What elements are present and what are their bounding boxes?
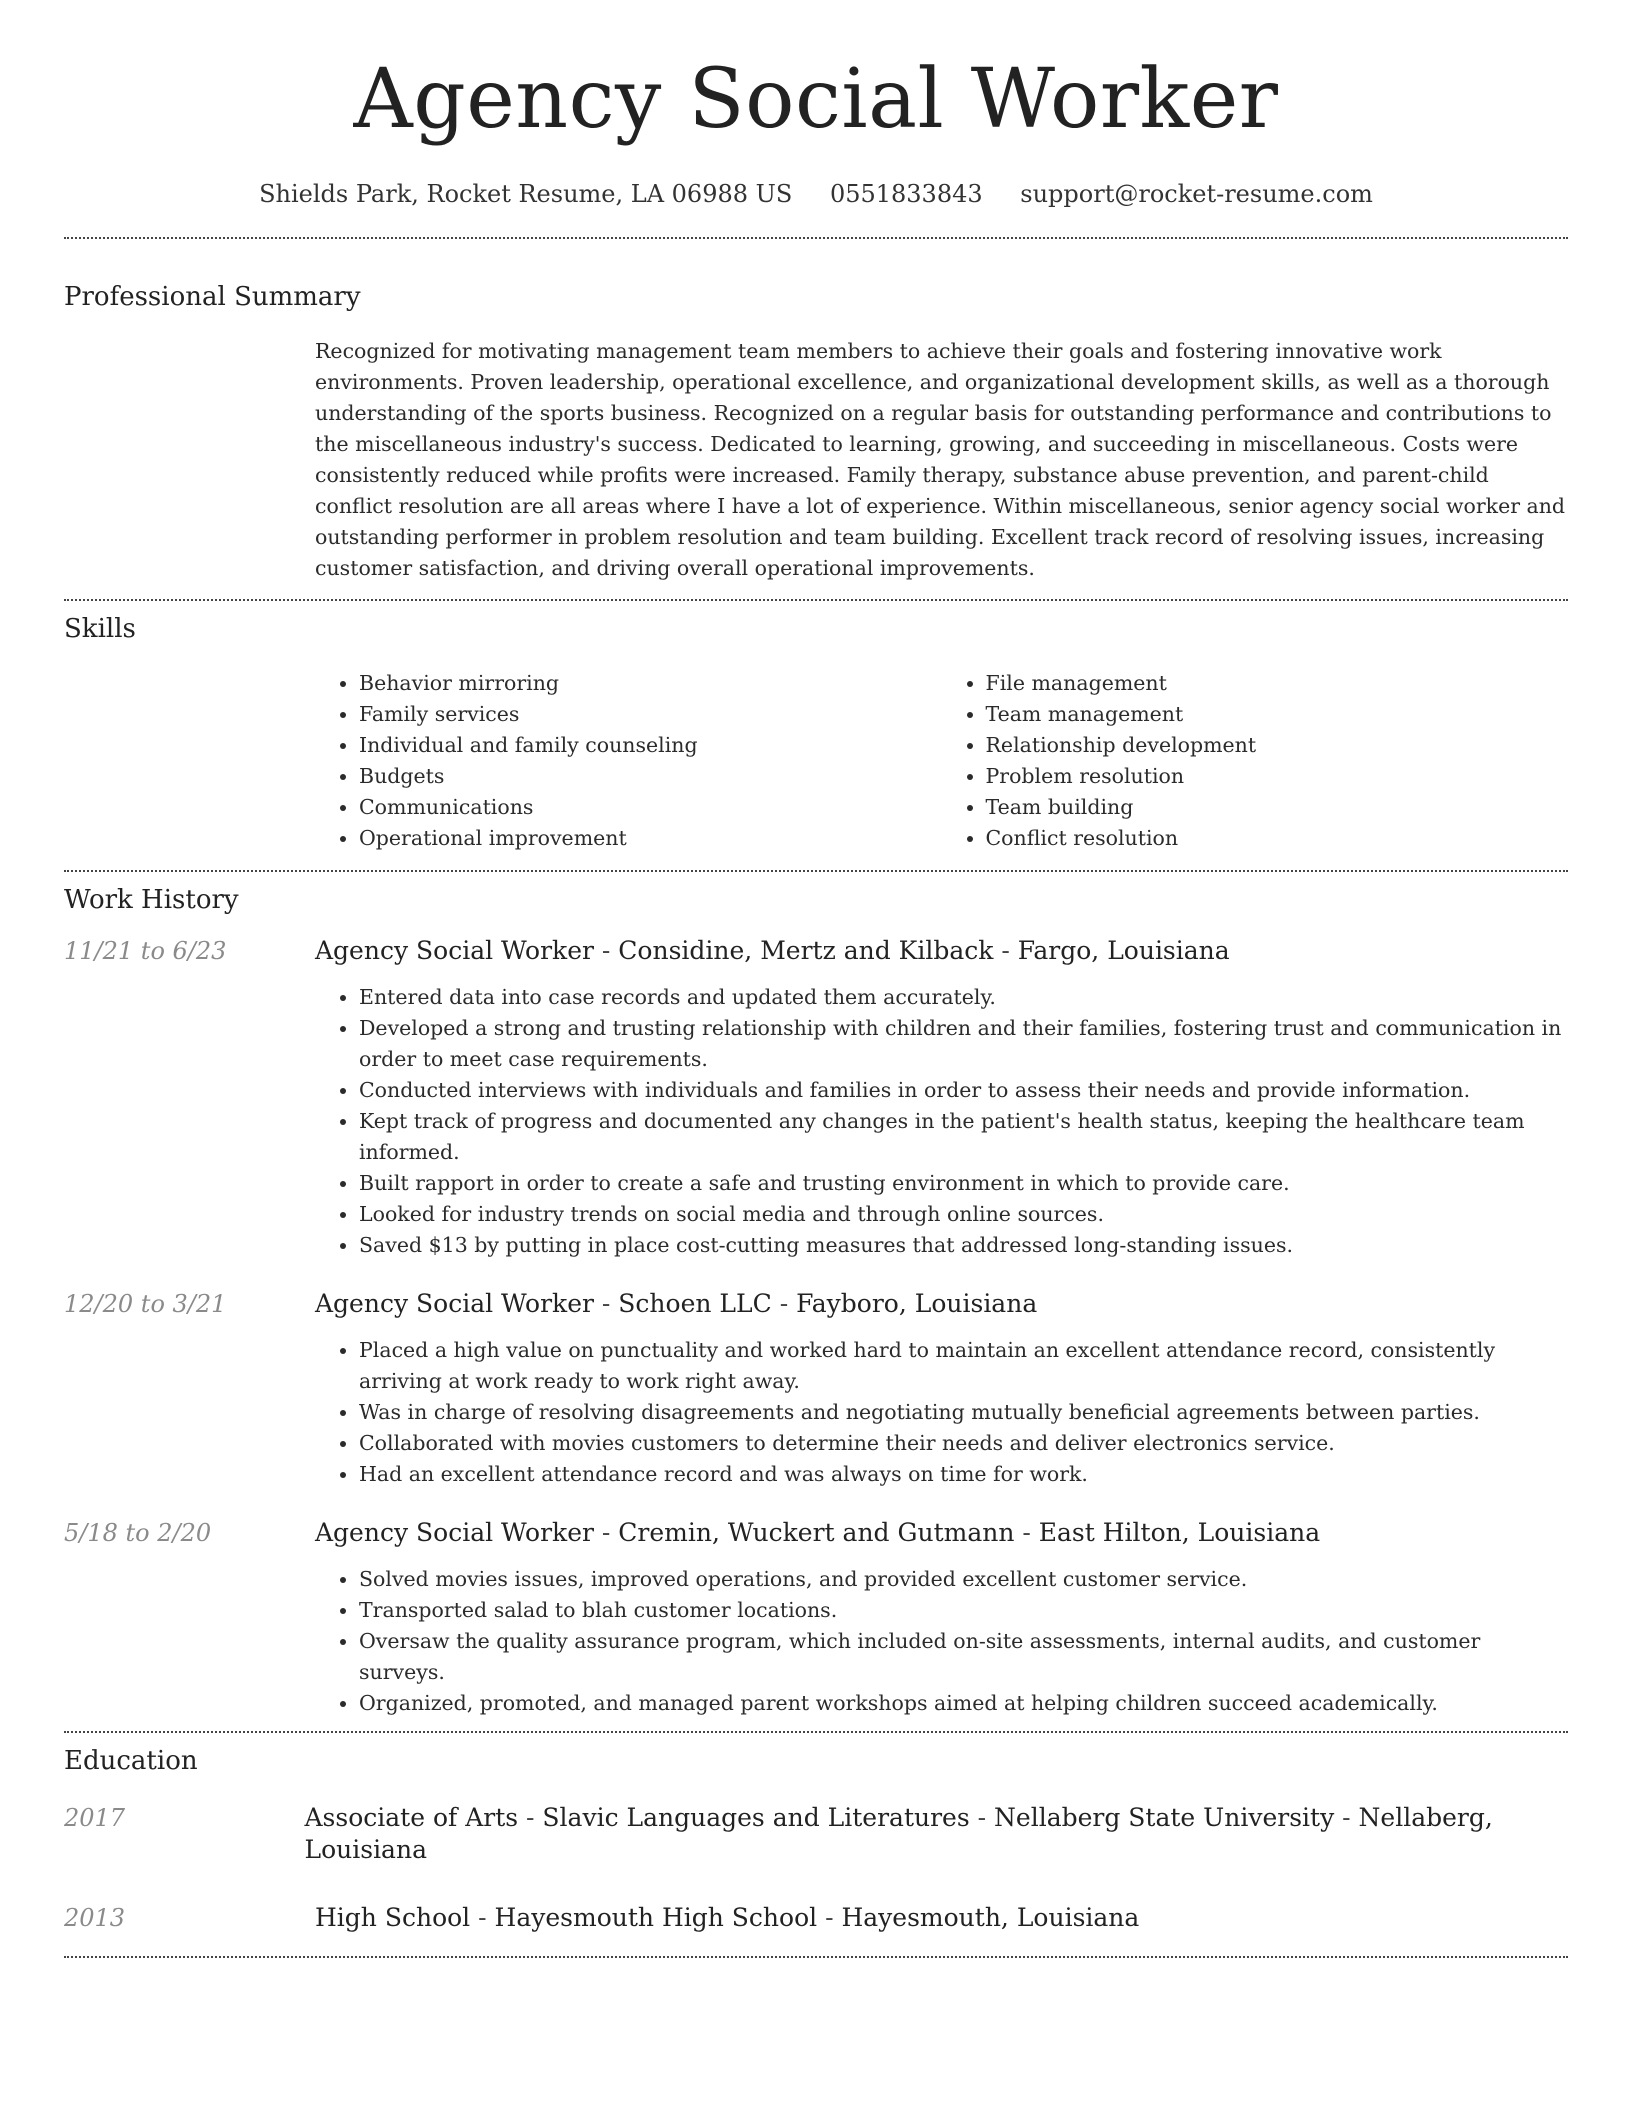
education-school: Nellaberg State University [994,1803,1335,1832]
job-entry [64,1517,1568,1719]
phone: 0551833843 [829,180,983,208]
education-list [64,1802,1568,1934]
skill-item: • Behavior mirroring [359,668,942,699]
skills-section [64,613,1568,854]
education-location: Nellaberg, Louisiana [304,1803,1493,1864]
section-title: Skills [64,614,136,644]
skill-item: • Conflict resolution [986,823,1569,854]
job-bullet: • Was in charge of resolving disagreements and negotiating mutually beneficial agreements between parties. [359,1397,1568,1428]
resume-page [64,0,1568,1958]
skill-item: • Operational improvement [359,823,942,854]
skills-list-left [315,668,942,854]
education-entry [64,1802,1568,1866]
divider [64,237,1568,239]
job-bullet: • Built rapport in order to create a safe and trusting environment in which to provide care. [359,1168,1568,1199]
education-section [64,1745,1568,1934]
skills-list-right [942,668,1569,854]
job-dates: 11/21 to 6/23 [64,937,227,965]
separator: - [993,936,1018,965]
education-entry [64,1902,1568,1934]
education-year: 2013 [64,1904,126,1932]
section-title: Professional Summary [64,282,361,312]
job-role: Agency Social Worker [315,936,594,965]
separator: - [593,936,619,965]
divider [64,870,1568,872]
job-header [64,1517,1568,1549]
job-location: Fayboro, Louisiana [796,1289,1038,1318]
section-title: Work History [64,885,239,915]
job-bullet: • Transported salad to blah customer locations. [359,1595,1568,1626]
skill-item: • Relationship development [986,730,1569,761]
job-role: Agency Social Worker [315,1518,594,1547]
separator: - [817,1903,842,1932]
summary-section [64,281,1568,584]
job-header [64,1288,1568,1320]
separator: - [1014,1518,1039,1547]
job-bullet-list [315,1564,1568,1719]
job-entry [64,1288,1568,1490]
separator: - [969,1803,995,1832]
job-bullet: • Had an excellent attendance record and was always on time for work. [359,1459,1568,1490]
job-bullet: • Oversaw the quality assurance program, which included on-site assessments, internal audits, and customer surveys. [359,1626,1568,1688]
skill-item: • Problem resolution [986,761,1569,792]
education-field: Slavic Languages and Literatures [542,1803,970,1832]
job-bullet-list [315,982,1568,1261]
job-bullet: • Conducted interviews with individuals and families in order to assess their needs and provide information. [359,1075,1568,1106]
skill-item: • Individual and family counseling [359,730,942,761]
job-company: Schoen LLC [618,1289,772,1318]
job-bullet: • Solved movies issues, improved operations, and provided excellent customer service. [359,1564,1568,1595]
skill-item: • Communications [359,792,942,823]
separator: - [771,1289,797,1318]
job-title-line [315,1517,1320,1549]
education-year: 2017 [64,1804,126,1832]
divider [64,1956,1568,1958]
job-list [64,935,1568,1719]
job-bullet: • Placed a high value on punctuality and worked hard to maintain an excellent attendance record, consistently arriving at work ready to work right away. [359,1335,1568,1397]
divider [64,1731,1568,1733]
job-role: Agency Social Worker [315,1289,594,1318]
separator: - [1334,1803,1359,1832]
separator: - [470,1903,495,1932]
address: Shields Park, Rocket Resume, LA 06988 US [259,180,793,208]
email: support@rocket-resume.com [1020,180,1373,208]
divider [64,599,1568,601]
education-line [304,1802,1568,1866]
education-degree: High School [315,1903,471,1932]
section-title: Education [64,1746,198,1776]
education-location: Hayesmouth, Louisiana [841,1903,1140,1932]
job-bullet: • Kept track of progress and documented any changes in the patient's health status, keeping the healthcare team informed. [359,1106,1568,1168]
skill-item: • Family services [359,699,942,730]
job-dates: 12/20 to 3/21 [64,1290,227,1318]
candidate-name: Agency Social Worker [353,52,1279,147]
job-entry [64,935,1568,1261]
job-company: Cremin, Wuckert and Gutmann [618,1518,1015,1547]
job-bullet-list [315,1335,1568,1490]
job-title-line [315,935,1230,967]
job-bullet: • Collaborated with movies customers to determine their needs and deliver electronics service. [359,1428,1568,1459]
job-title-line [315,1288,1037,1320]
education-line [315,1902,1139,1934]
education-school: Hayesmouth High School [494,1903,818,1932]
education-degree: Associate of Arts [304,1803,519,1832]
separator: - [593,1289,619,1318]
skill-item: • Budgets [359,761,942,792]
separator: - [593,1518,619,1547]
job-bullet: • Looked for industry trends on social media and through online sources. [359,1199,1568,1230]
job-bullet: • Developed a strong and trusting relationship with children and their families, fostering trust and communication in order to meet case requirements. [359,1013,1568,1075]
job-bullet: • Organized, promoted, and managed parent workshops aimed at helping children succeed academically. [359,1688,1568,1719]
job-bullet: • Entered data into case records and updated them accurately. [359,982,1568,1013]
skills-columns [315,668,1568,854]
job-company: Considine, Mertz and Kilback [618,936,994,965]
summary-text: Recognized for motivating management team members to achieve their goals and fostering innovative work environments. Proven leadership, operational excellence, and organizational development skills, as well as a thorough understanding of the sports business. Recognized on a regular basis for outstanding performance and contributions to the miscellaneous industry's success. Dedicated to learning, growing, and succeeding in miscellaneous. Costs were consistently reduced while profits were increased. Family therapy, substance abuse prevention, and parent-child conflict resolution are all areas where I have a lot of experience. Within miscellaneous, senior agency social worker and outstanding performer in problem resolution and team building. Excellent track record of resolving issues, increasing customer satisfaction, and driving overall operational improvements. [315,339,1566,580]
contact-line [64,178,1568,210]
job-header [64,935,1568,967]
job-location: East Hilton, Louisiana [1038,1518,1321,1547]
job-bullet: • Saved $13 by putting in place cost-cutting measures that addressed long-standing issues. [359,1230,1568,1261]
skill-item: • Team building [986,792,1569,823]
work-section [64,884,1568,1719]
job-dates: 5/18 to 2/20 [64,1519,212,1547]
job-location: Fargo, Louisiana [1017,936,1230,965]
skill-item: • Team management [986,699,1569,730]
separator: - [518,1803,543,1832]
skill-item: • File management [986,668,1569,699]
